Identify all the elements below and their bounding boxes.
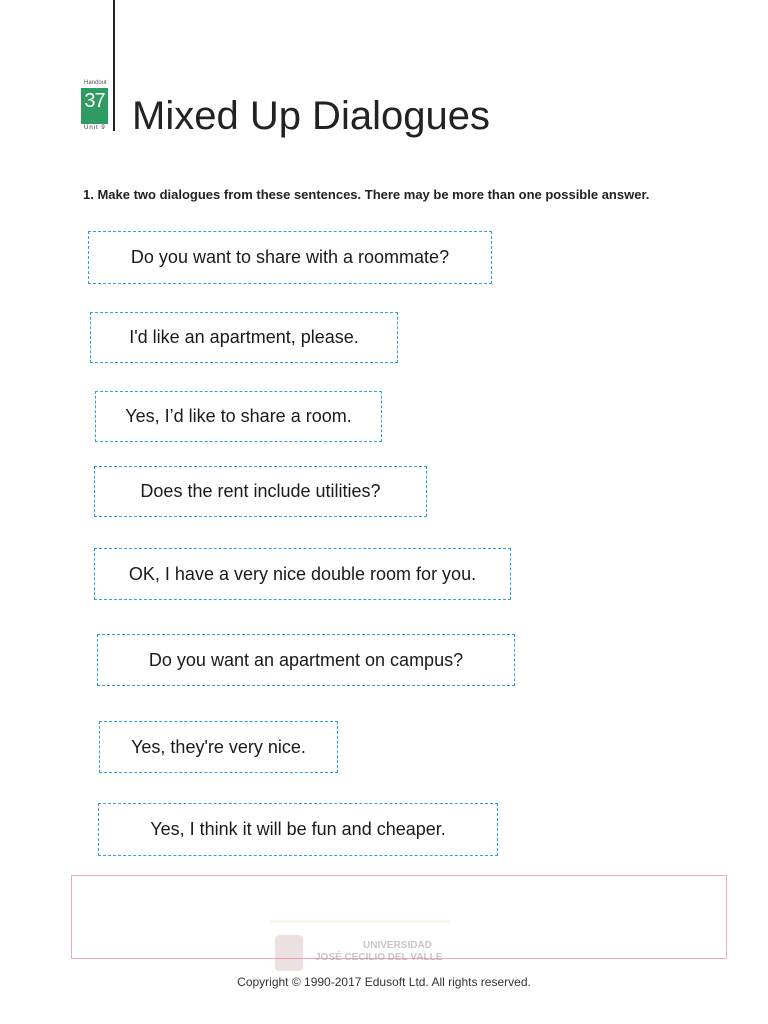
watermark-line-2: JOSÉ CECILIO DEL VALLE xyxy=(315,952,443,963)
copyright-notice: Copyright © 1990-2017 Edusoft Ltd. All rights reserved. xyxy=(237,975,531,989)
sentence-text: Do you want an apartment on campus? xyxy=(148,649,464,670)
sentence-text: Do you want to share with a roommate? xyxy=(130,247,450,267)
sentence-text: Yes, they're very nice. xyxy=(131,736,306,757)
sentence-card-1[interactable] xyxy=(88,231,492,284)
sentence-text: Yes, I’d like to share a room. xyxy=(125,406,352,426)
handout-label: Handout xyxy=(84,80,107,86)
sentence-text: Does the rent include utilities? xyxy=(140,481,381,501)
exercise-instruction: 1. Make two dialogues from these sentences. There may be more than one possible answer. xyxy=(83,187,650,202)
handout-number-badge xyxy=(81,88,108,124)
watermark-line-1: UNIVERSIDAD xyxy=(363,940,432,951)
unit-label: Unit 9 xyxy=(84,125,106,131)
sentence-text: I'd like an apartment, please. xyxy=(129,327,359,347)
sentence-card-7[interactable] xyxy=(99,721,338,773)
sentence-text: Yes, I think it will be fun and cheaper. xyxy=(150,819,446,839)
watermark-text xyxy=(315,940,442,964)
sentence-card-4[interactable] xyxy=(94,466,427,517)
sentence-text: OK, I have a very nice double room for you. xyxy=(128,563,477,584)
sentence-card-3[interactable] xyxy=(95,391,382,442)
handout-number: 37 xyxy=(84,90,105,112)
sentence-card-8[interactable] xyxy=(98,803,498,856)
sentence-card-6[interactable] xyxy=(97,634,515,686)
sentence-card-5[interactable] xyxy=(94,548,511,600)
sentence-card-2[interactable] xyxy=(90,312,398,363)
header-divider-line xyxy=(113,0,115,131)
page-title: Mixed Up Dialogues xyxy=(132,94,490,138)
